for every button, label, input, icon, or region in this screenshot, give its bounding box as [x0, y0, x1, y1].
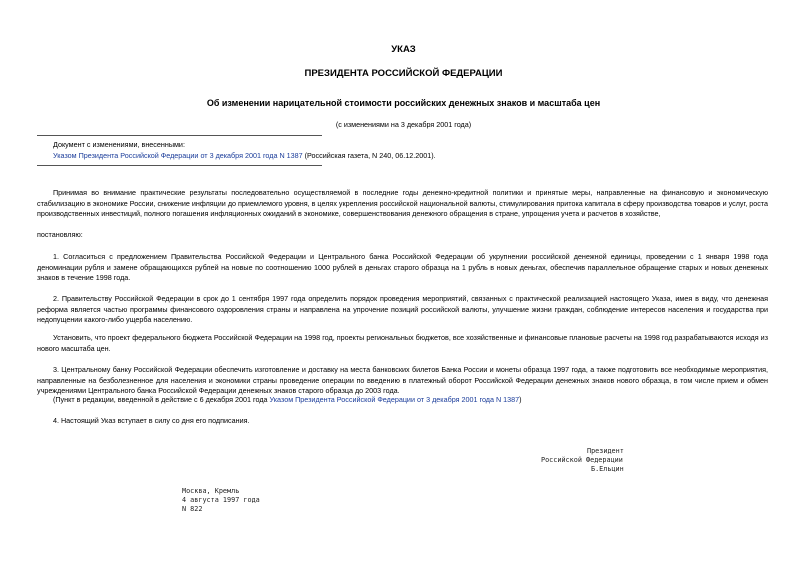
changes-header: Документ с изменениями, внесенными: [53, 140, 185, 149]
item-2: 2. Правительству Российской Федерации в срок до 1 сентября 1997 года определить порядок проведения мероприятий, связанных с практической реализацией настоящего Указа, имея в виду, что денежная реформа является частью программы финансового оздоровления страны и направлена на упрочение позиций российской валюты, улучшение жизни граждан, соблюдение интересов населения и государства при недопущении какого-либо ущерба населению. [37, 294, 768, 324]
signature-title: Президент [587, 447, 624, 455]
changes-link[interactable]: Указом Президента Российской Федерации от 3 декабря 2001 года N 1387 [53, 151, 303, 160]
item-3-note-suffix: ) [519, 395, 522, 404]
item-3-note [53, 395, 522, 406]
item-3: 3. Центральному банку Российской Федерации обеспечить изготовление и доставку на места банковских билетов Банка России и монеты образца 1997 года, а также подготовить все необходимые мероприятия, направленные на безболезненное для населения и экономики страны проведение операции по введению в платежный оборот Российской Федерации денежных знаков нового образца, в том числе прием и обмен учреждениями Центрального банка Российской Федерации денежных знаков старого образца до 2003 года. [37, 365, 768, 395]
item-2-budget: Установить, что проект федерального бюджета Российской Федерации на 1998 год, проекты региональных бюджетов, все хозяйственные и финансовые плановые расчеты на 1998 год разрабатываются исходя из нового масштаба цен. [37, 333, 768, 353]
item-3-note-prefix: (Пункт в редакции, введенной в действие с 6 декабря 2001 года [53, 395, 270, 404]
item-3-note-link[interactable]: Указом Президента Российской Федерации от 3 декабря 2001 года N 1387 [269, 395, 520, 404]
signature-name: Б.Ельцин [591, 465, 624, 473]
item-4: 4. Настоящий Указ вступает в силу со дня его подписания. [53, 416, 250, 425]
changes-suffix: (Российская газета, N 240, 06.12.2001). [302, 151, 436, 160]
doc-title-subject: Об изменении нарицательной стоимости российских денежных знаков и масштаба цен [206, 98, 601, 108]
number-line: N 822 [182, 505, 203, 513]
changes-line [53, 151, 436, 162]
place-line: Москва, Кремль [182, 487, 240, 495]
doc-revision-note: (с изменениями на 3 декабря 2001 года) [335, 120, 472, 129]
divider-bottom [37, 165, 322, 166]
preamble-paragraph: Принимая во внимание практические результаты последовательно осуществляемой в последние годы денежно-кредитной политики и принятые меры, направленные на финансовую и экономическую стабилизацию в экономике России, снижение инфляции до приемлемого уровня, в целях укрепления российской национальной валюты, стимулирования притока капитала в сферу производства товаров и услуг, роста производственных инвестиций, полного погашения инфляционных ожиданий в экономике, совершенствования денежного обращения в стране, упрощения учета и расчетов в хозяйстве, [37, 188, 769, 218]
doc-title-president: ПРЕЗИДЕНТА РОССИЙСКОЙ ФЕДЕРАЦИИ [304, 68, 503, 79]
doc-title-ukaz: УКАЗ [391, 44, 416, 55]
signature-country: Российской Федерации [541, 456, 623, 464]
divider-top [37, 135, 322, 136]
item-1: 1. Согласиться с предложением Правительства Российской Федерации и Центрального банка Российской Федерации об укрупнении российской денежной единицы, проведении с 1 января 1998 года деноминации рубля и замене обращающихся рублей на новые по соотношению 1000 рублей в деньгах старого образца на 1 рубль в новых деньгах, обеспечив параллельное обращение старых и новых денежных знаков в течение 1998 года. [37, 252, 768, 282]
decree-word: постановляю: [37, 230, 83, 239]
date-line: 4 августа 1997 года [182, 496, 260, 504]
